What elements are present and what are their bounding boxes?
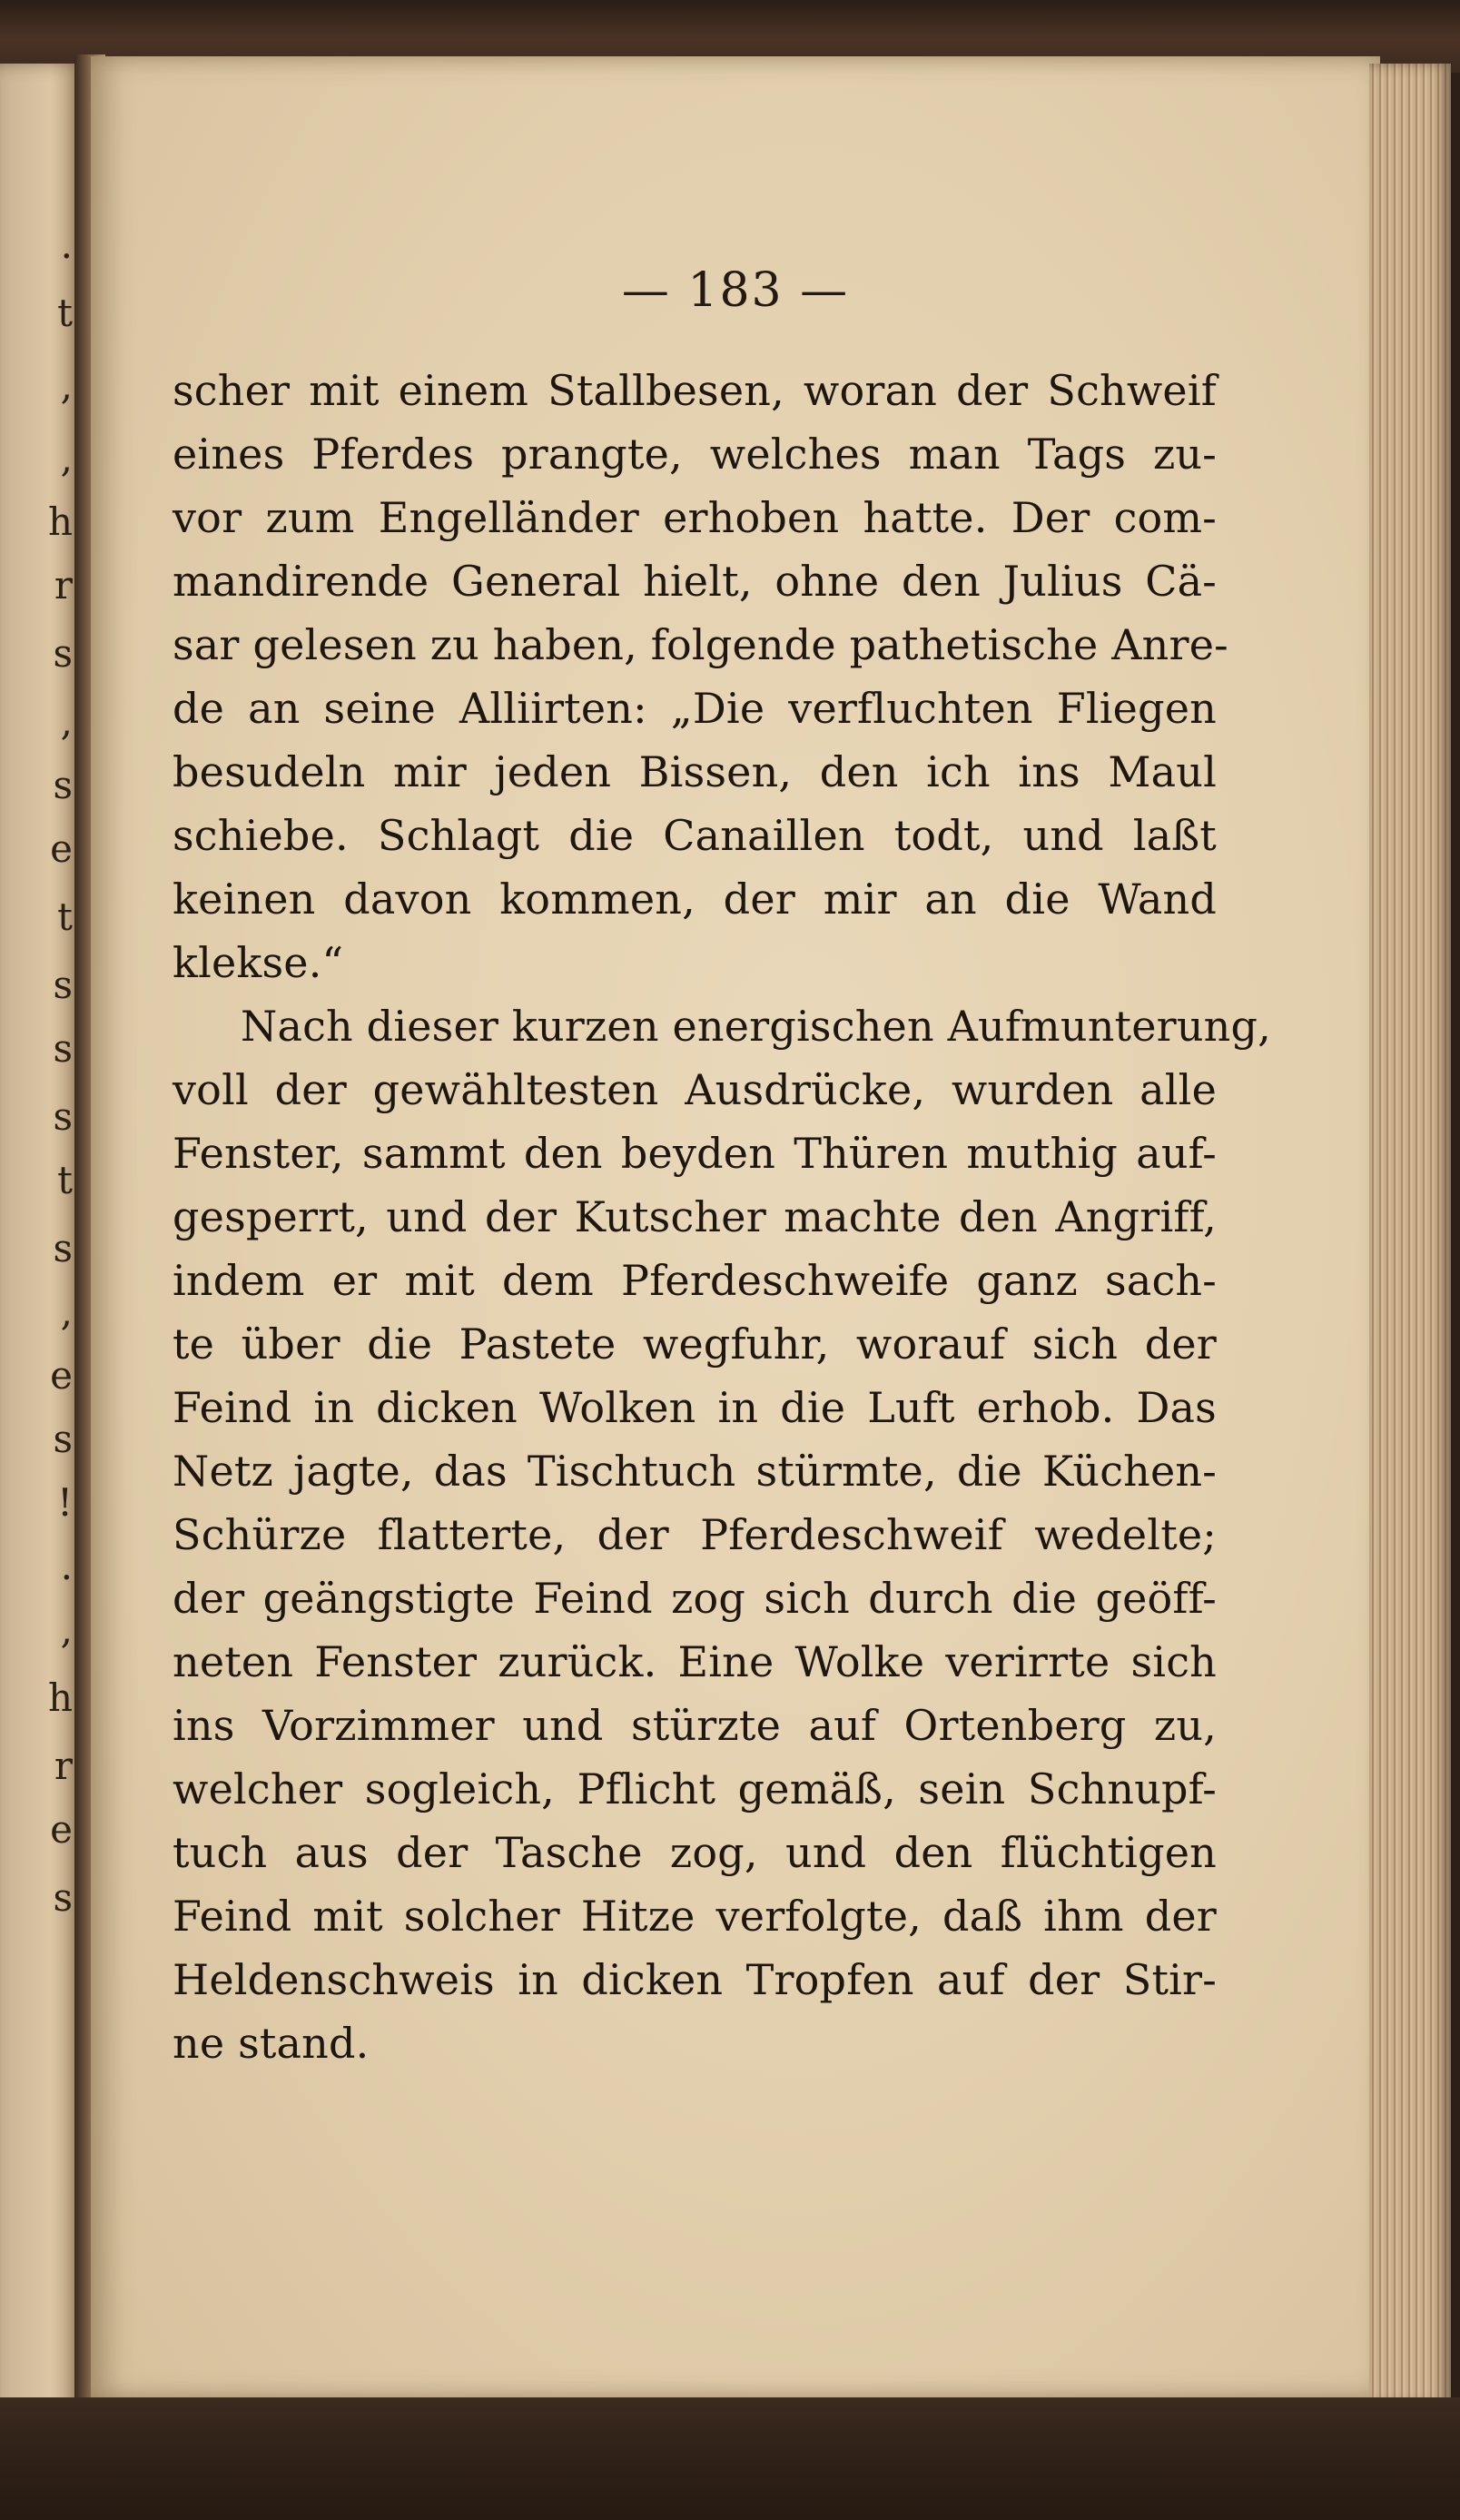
edge-mark: t <box>57 291 73 335</box>
edge-mark: . <box>60 222 73 267</box>
page-number: — 183 — <box>621 263 850 318</box>
edge-mark: , <box>60 436 73 480</box>
text-line: schiebe. Schlagt die Canaillen todt, und laßt <box>173 811 1217 860</box>
edge-mark: s <box>53 763 73 807</box>
edge-mark: h <box>47 1675 73 1720</box>
text-line: eines Pferdes prangte, welches man Tags zu- <box>173 430 1217 479</box>
edge-mark: s <box>53 1094 73 1139</box>
edge-mark: t <box>57 894 73 939</box>
edge-mark: r <box>54 1744 73 1788</box>
text-line: tuch aus der Tasche zog, und den flüchtigen <box>173 1828 1217 1877</box>
edge-mark: t <box>57 1158 73 1202</box>
text-line: te über die Pastete wegfuhr, worauf sich der <box>173 1319 1217 1369</box>
text-line: besudeln mir jeden Bissen, den ich ins Maul <box>173 747 1217 796</box>
page-stack-edges <box>1369 64 1451 2406</box>
text-line: Schürze flatterte, der Pferdeschweif wedelte; <box>173 1510 1217 1559</box>
text-line: scher mit einem Stallbesen, woran der Schweif <box>173 366 1217 415</box>
edge-mark: , <box>60 1290 73 1334</box>
text-line: vor zum Engelländer erhoben hatte. Der com- <box>173 493 1217 542</box>
edge-mark: s <box>53 631 73 676</box>
edge-mark: . <box>60 1544 73 1588</box>
edge-mark: s <box>53 1417 73 1461</box>
text-line: Feind in dicken Wolken in die Luft erhob. Das <box>173 1383 1217 1432</box>
text-line: Fenster, sammt den beyden Thüren muthig auf- <box>173 1129 1217 1178</box>
facing-page-edge <box>0 64 84 2425</box>
edge-mark: s <box>53 1875 73 1920</box>
edge-mark: , <box>60 363 73 408</box>
page-body-text <box>173 359 1271 2075</box>
text-line: gesperrt, und der Kutscher machte den Angriff, <box>173 1192 1217 1241</box>
book-cover-bottom <box>0 2397 1460 2520</box>
edge-mark: e <box>50 1807 73 1852</box>
edge-mark: s <box>53 1226 73 1270</box>
edge-mark: h <box>47 499 73 544</box>
edge-mark: , <box>60 699 73 744</box>
facing-page-marks <box>0 64 84 2425</box>
text-line: indem er mit dem Pferdeschweife ganz sach- <box>173 1256 1217 1305</box>
text-line: sar gelesen zu haben, folgende pathetische Anre- <box>173 620 1228 669</box>
text-line: voll der gewähltesten Ausdrücke, wurden alle <box>173 1065 1217 1114</box>
text-line: Feind mit solcher Hitze verfolgte, daß ihm der <box>173 1892 1217 1941</box>
text-line: neten Fenster zurück. Eine Wolke verirrte sich <box>173 1637 1217 1686</box>
text-line: keinen davon kommen, der mir an die Wand <box>173 875 1217 924</box>
text-line: klekse.“ <box>173 938 344 987</box>
text-line: Netz jagte, das Tischtuch stürmte, die Küchen- <box>173 1447 1217 1496</box>
text-line: ins Vorzimmer und stürzte auf Ortenberg zu, <box>173 1701 1217 1750</box>
edge-mark: , <box>60 1607 73 1652</box>
edge-mark: e <box>50 826 73 871</box>
text-line: mandirende General hielt, ohne den Julius Cä- <box>173 557 1217 606</box>
edge-mark: s <box>53 1026 73 1071</box>
edge-mark: s <box>53 963 73 1007</box>
text-line: ne stand. <box>173 2019 370 2068</box>
text-line: Heldenschweis in dicken Tropfen auf der Stir- <box>173 1955 1217 2004</box>
text-line: der geängstigte Feind zog sich durch die geöff- <box>173 1574 1217 1623</box>
edge-mark: r <box>54 563 73 608</box>
edge-mark: ! <box>57 1480 73 1525</box>
edge-mark: e <box>50 1353 73 1398</box>
text-line: de an seine Alliirten: „Die verfluchten Fliegen <box>173 684 1217 733</box>
text-line: Nach dieser kurzen energischen Aufmunterung, <box>241 1002 1271 1051</box>
text-line: welcher sogleich, Pflicht gemäß, sein Schnupf- <box>173 1764 1217 1813</box>
